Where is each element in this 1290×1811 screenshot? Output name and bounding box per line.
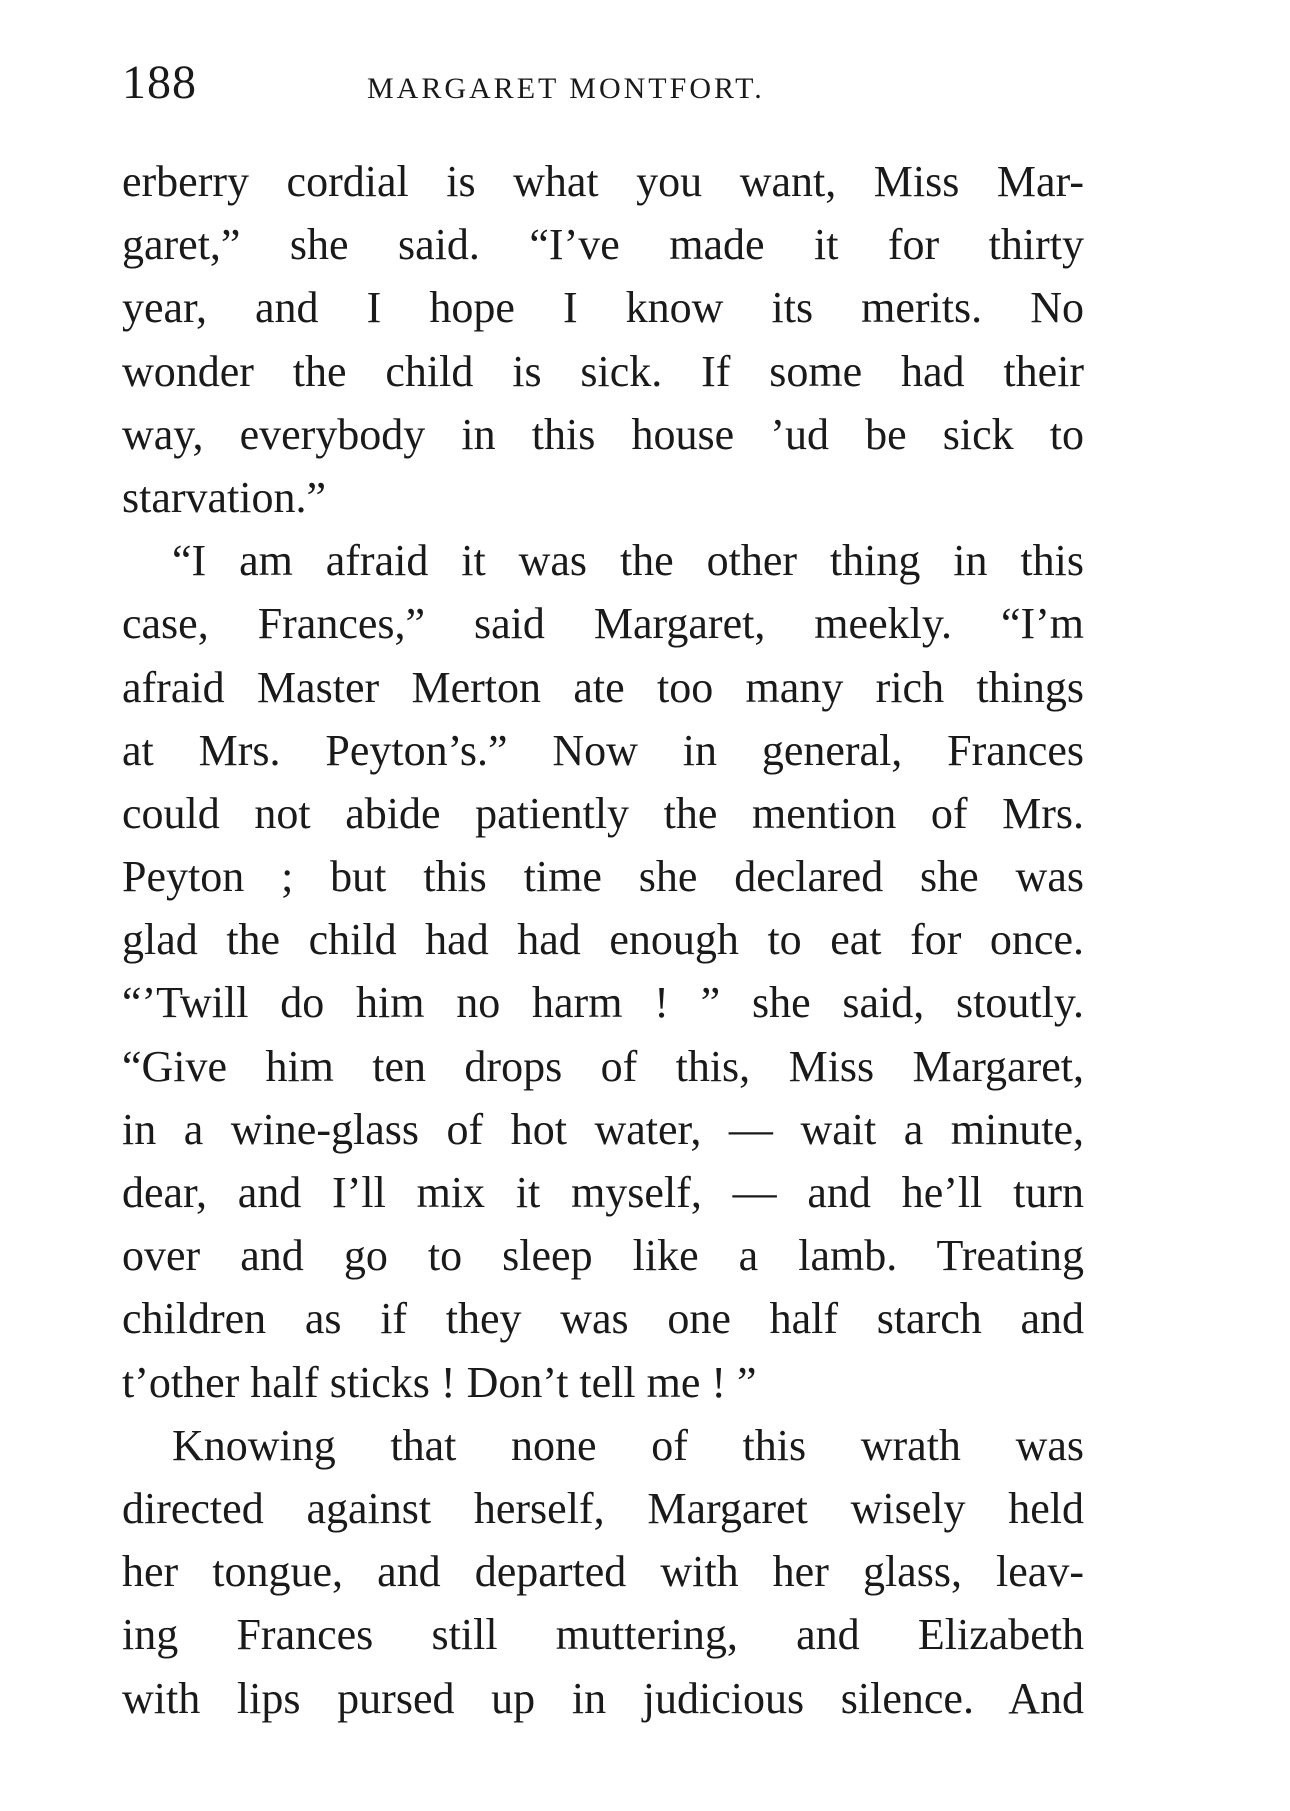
- text-line: “I am afraid it was the other thing in this: [172, 536, 1084, 586]
- text-line: t’other half sticks ! Don’t tell me ! ”: [122, 1357, 757, 1407]
- text-line: children as if they was one half starch and: [122, 1294, 1084, 1344]
- text-line: dear, and I’ll mix it myself, — and he’ll turn: [122, 1168, 1084, 1217]
- text-line: glad the child had had enough to eat for once.: [122, 915, 1084, 965]
- text-line: with lips pursed up in judicious silence. And: [122, 1673, 1084, 1723]
- text-line: at Mrs. Peyton’s.” Now in general, Frances: [122, 725, 1084, 775]
- text-line: directed against herself, Margaret wisely held: [122, 1483, 1084, 1533]
- text-line: year, and I hope I know its merits. No: [122, 283, 1084, 333]
- text-line: ing Frances still muttering, and Elizabeth: [122, 1610, 1084, 1660]
- text-line: her tongue, and departed with her glass, leav-: [122, 1547, 1084, 1597]
- text-line: way, everybody in this house ’ud be sick to: [122, 409, 1084, 459]
- text-line: “’Twill do him no harm ! ” she said, stoutly.: [122, 978, 1084, 1028]
- text-line: in a wine-glass of hot water, — wait a minute,: [122, 1104, 1084, 1154]
- text-line: case, Frances,” said Margaret, meekly. “I’m: [122, 599, 1084, 649]
- text-line: could not abide patiently the mention of Mrs.: [122, 788, 1084, 838]
- text-line: erberry cordial is what you want, Miss Mar-: [122, 157, 1084, 206]
- text-line: afraid Master Merton ate too many rich things: [122, 662, 1084, 712]
- running-head: MARGARET MONTFORT.: [367, 72, 765, 105]
- body-text: [122, 150, 1084, 1730]
- text-line: “Give him ten drops of this, Miss Margaret,: [122, 1041, 1084, 1091]
- text-line: over and go to sleep like a lamb. Treating: [122, 1231, 1084, 1281]
- text-line: starvation.”: [122, 472, 327, 522]
- page-header: [122, 48, 1082, 118]
- page-number: 188: [122, 56, 197, 109]
- text-line: wonder the child is sick. If some had their: [122, 346, 1084, 396]
- text-line: Peyton ; but this time she declared she was: [122, 852, 1084, 902]
- text-line: garet,” she said. “I’ve made it for thirty: [122, 220, 1084, 270]
- text-line: Knowing that none of this wrath was: [172, 1420, 1084, 1470]
